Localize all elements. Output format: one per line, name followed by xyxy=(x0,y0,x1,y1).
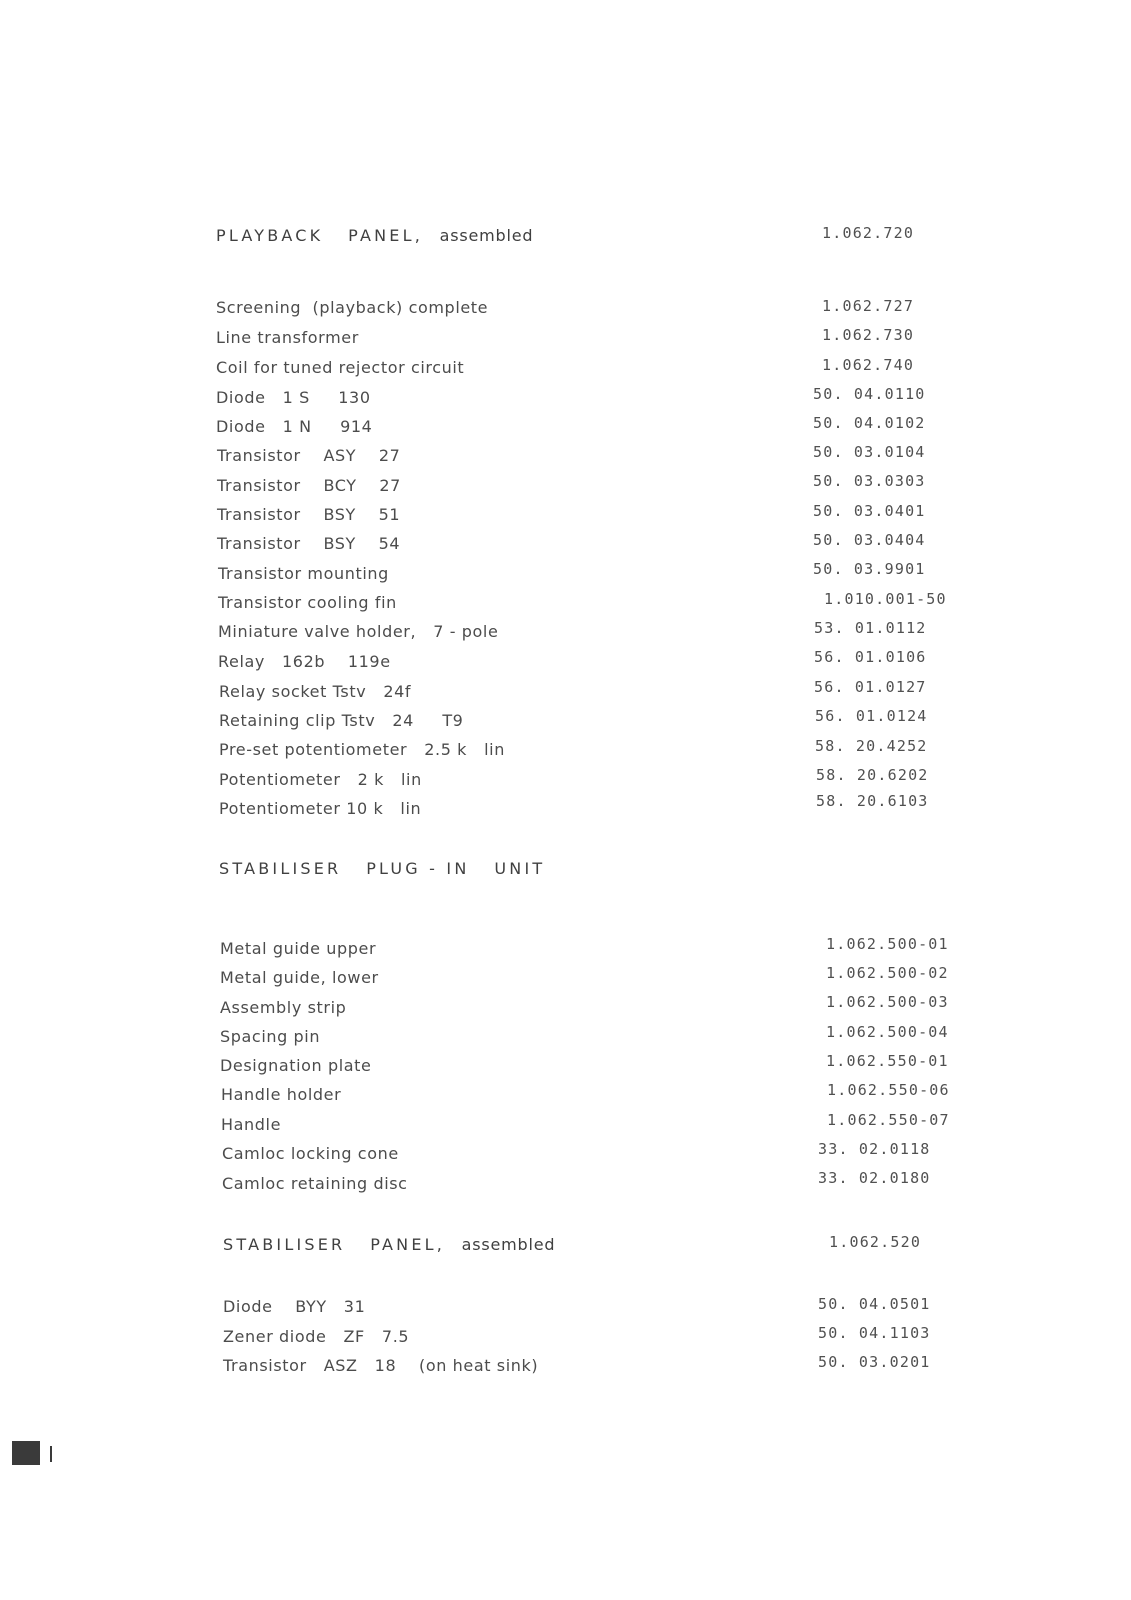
item-description: Transistor ASZ 18 (on heat sink) xyxy=(223,1356,539,1375)
section-number-stabiliser-panel: 1.062.520 xyxy=(829,1233,922,1251)
scan-marker-block xyxy=(12,1441,40,1465)
item-description: Metal guide upper xyxy=(220,939,377,958)
item-part-number: 56. 01.0124 xyxy=(815,707,928,725)
section-title-playback-panel: PLAYBACK PANEL, assembled xyxy=(216,226,534,245)
item-description: Transistor BSY 54 xyxy=(217,534,401,553)
item-description: Transistor cooling fin xyxy=(218,593,397,612)
item-part-number: 50. 04.0102 xyxy=(813,414,926,432)
item-part-number: 1.062.730 xyxy=(822,326,915,344)
section-title-stabiliser-plug-in-unit: STABILISER PLUG - IN UNIT xyxy=(219,859,546,878)
item-description: Handle xyxy=(221,1115,282,1134)
item-description: Transistor mounting xyxy=(218,564,389,583)
item-description: Diode BYY 31 xyxy=(223,1297,366,1316)
item-part-number: 1.062.550-06 xyxy=(827,1081,950,1099)
item-description: Relay 162b 119e xyxy=(218,652,391,671)
item-part-number: 50. 03.0401 xyxy=(813,502,926,520)
item-part-number: 56. 01.0106 xyxy=(814,648,927,666)
item-part-number: 58. 20.4252 xyxy=(815,737,928,755)
item-description: Transistor BCY 27 xyxy=(217,476,401,495)
item-description: Transistor BSY 51 xyxy=(217,505,401,524)
item-part-number: 1.062.550-01 xyxy=(826,1052,949,1070)
item-part-number: 50. 04.0110 xyxy=(813,385,926,403)
item-description: Metal guide, lower xyxy=(220,968,379,987)
item-description: Potentiometer 10 k lin xyxy=(219,799,422,818)
item-part-number: 50. 04.1103 xyxy=(818,1324,931,1342)
item-part-number: 58. 20.6103 xyxy=(816,792,929,810)
item-part-number: 1.010.001-50 xyxy=(824,590,947,608)
item-part-number: 1.062.740 xyxy=(822,356,915,374)
item-part-number: 1.062.500-02 xyxy=(826,964,949,982)
item-part-number: 56. 01.0127 xyxy=(814,678,927,696)
item-part-number: 1.062.500-03 xyxy=(826,993,949,1011)
item-description: Potentiometer 2 k lin xyxy=(219,770,422,789)
item-part-number: 53. 01.0112 xyxy=(814,619,927,637)
item-description: Relay socket Tstv 24f xyxy=(219,682,412,701)
item-part-number: 1.062.550-07 xyxy=(827,1111,950,1129)
item-part-number: 1.062.500-01 xyxy=(826,935,949,953)
item-part-number: 1.062.727 xyxy=(822,297,915,315)
item-description: Pre-set potentiometer 2.5 k lin xyxy=(219,740,505,759)
item-description: Retaining clip Tstv 24 T9 xyxy=(219,711,464,730)
item-part-number: 33. 02.0118 xyxy=(818,1140,931,1158)
item-description: Camloc locking cone xyxy=(222,1144,399,1163)
item-part-number: 50. 03.0201 xyxy=(818,1353,931,1371)
section-title-stabiliser-panel: STABILISER PANEL, assembled xyxy=(223,1235,556,1254)
item-description: Camloc retaining disc xyxy=(222,1174,408,1193)
item-description: Handle holder xyxy=(221,1085,342,1104)
item-part-number: 58. 20.6202 xyxy=(816,766,929,784)
item-part-number: 50. 03.0104 xyxy=(813,443,926,461)
item-description: Spacing pin xyxy=(220,1027,321,1046)
item-part-number: 50. 03.0404 xyxy=(813,531,926,549)
item-description: Screening (playback) complete xyxy=(216,298,489,317)
item-description: Diode 1 N 914 xyxy=(216,417,373,436)
item-part-number: 50. 03.9901 xyxy=(813,560,926,578)
item-description: Transistor ASY 27 xyxy=(217,446,401,465)
item-description: Coil for tuned rejector circuit xyxy=(216,358,465,377)
item-part-number: 33. 02.0180 xyxy=(818,1169,931,1187)
item-part-number: 50. 03.0303 xyxy=(813,472,926,490)
item-description: Zener diode ZF 7.5 xyxy=(223,1327,410,1346)
item-description: Designation plate xyxy=(220,1056,372,1075)
item-description: Miniature valve holder, 7 - pole xyxy=(218,622,499,641)
item-description: Line transformer xyxy=(216,328,359,347)
scan-marker-bar xyxy=(50,1446,52,1462)
item-description: Diode 1 S 130 xyxy=(216,388,371,407)
item-part-number: 50. 04.0501 xyxy=(818,1295,931,1313)
item-part-number: 1.062.500-04 xyxy=(826,1023,949,1041)
section-number-playback-panel: 1.062.720 xyxy=(822,224,915,242)
item-description: Assembly strip xyxy=(220,998,347,1017)
